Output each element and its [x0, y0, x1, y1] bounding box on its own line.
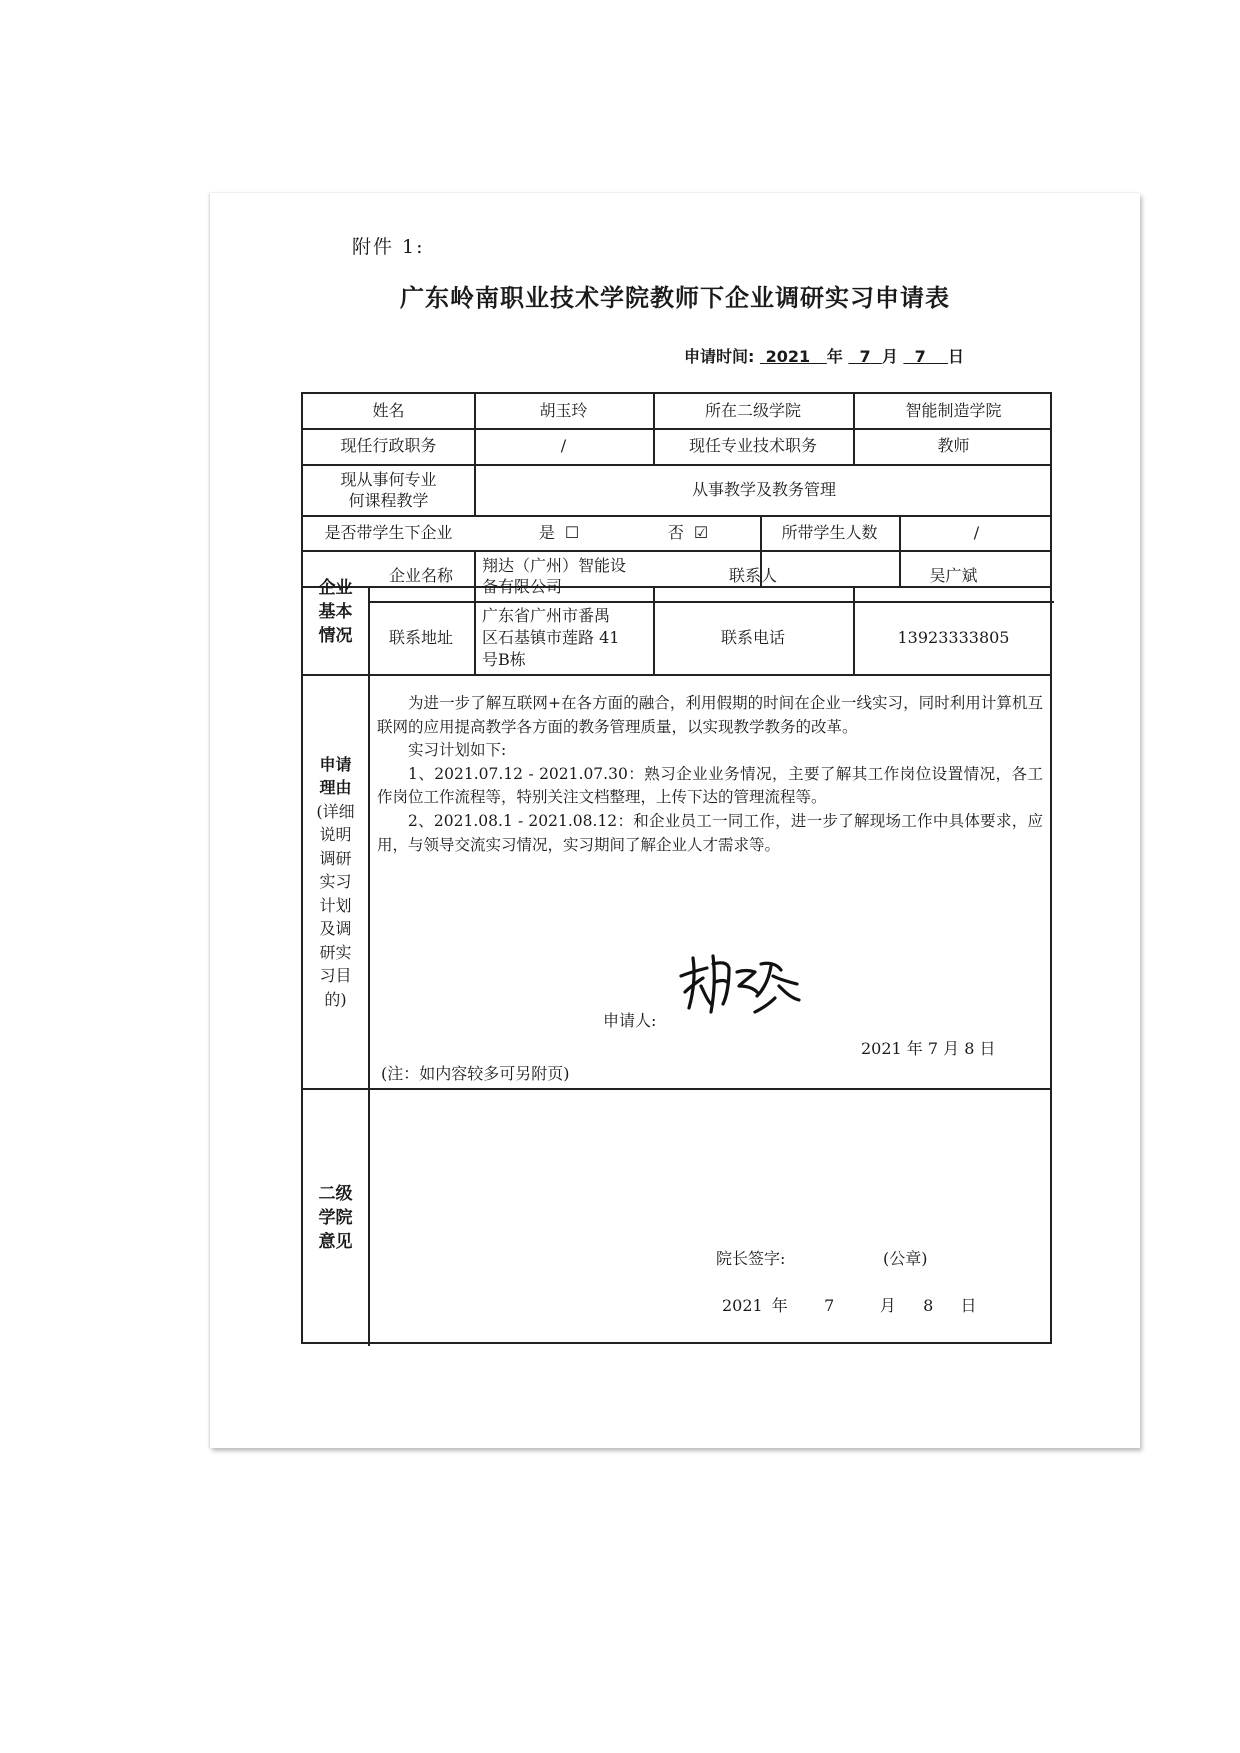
- reason-label-note: 及调: [319, 919, 352, 939]
- plan-item-2: 2、2021.08.1 - 2021.08.12：和企业员工一同工作，进一步了解现场工作中具体要求，应用，与领导交流实习情况，实习期间了解企业人才需求等。: [377, 811, 1043, 854]
- yes-label: 是: [538, 522, 555, 542]
- opinion-date-month: 7: [824, 1296, 835, 1315]
- phone-label: 联系电话: [720, 627, 785, 647]
- application-date-month: 7: [859, 347, 871, 366]
- reason-label-note: 习目: [319, 966, 352, 986]
- section-label-line: 二级: [318, 1184, 353, 1204]
- application-date: [684, 344, 964, 367]
- attachment-note: (注：如内容较多可另附页): [381, 1064, 570, 1083]
- address-label: 联系地址: [388, 627, 453, 647]
- section-label-line: 基本: [318, 602, 353, 622]
- section-label-line: 企业: [318, 578, 353, 598]
- enterprise-name-value: [474, 550, 653, 601]
- month-unit: 月: [881, 347, 898, 366]
- phone-value: 13923333805: [897, 627, 1010, 647]
- teaching-label-line: 何课程教学: [348, 490, 429, 510]
- application-date-label: 申请时间:: [684, 347, 755, 366]
- application-sign-date: 2021 年 7 月 8 日: [861, 1039, 996, 1058]
- opinion-date-month-unit: 月: [879, 1296, 896, 1315]
- plan-item-1: 1、2021.07.12 - 2021.07.30：熟习企业业务情况，主要了解其工作岗位设置情况，各工作岗位工作流程等，特别关注文档整理，上传下达的管理流程等。: [377, 764, 1043, 807]
- teaching-label: [303, 464, 474, 515]
- teaching-value: 从事教学及教务管理: [691, 479, 836, 499]
- college-value: 智能制造学院: [905, 401, 1002, 420]
- bring-students-no: [623, 515, 753, 550]
- section-label-line: 学院: [318, 1208, 353, 1228]
- address-line: 广东省广州市番禺: [482, 605, 611, 625]
- opinion-date-day-unit: 日: [960, 1296, 977, 1315]
- tech-position-value: 教师: [937, 436, 970, 455]
- teaching-label-line: 现从事何专业: [340, 469, 437, 489]
- college-label: 所在二级学院: [704, 401, 801, 420]
- reason-body: [377, 692, 1043, 857]
- no-checkbox-checked: ☑: [693, 522, 709, 542]
- application-date-year: 2021: [765, 347, 811, 366]
- day-unit: 日: [947, 347, 964, 366]
- year-unit: 年: [826, 347, 843, 366]
- attachment-label: 附件 1:: [352, 236, 425, 258]
- application-date-day: 7: [914, 347, 926, 366]
- applicant-signature-image: [677, 942, 807, 1022]
- reason-label-note: 研实: [319, 942, 352, 962]
- address-line: 区石基镇市莲路 41: [482, 627, 620, 647]
- opinion-date-year: 2021 年: [722, 1296, 788, 1315]
- bring-students-label: 是否带学生下企业: [324, 522, 453, 542]
- plan-title: 实习计划如下:: [408, 741, 507, 760]
- admin-position-value: /: [560, 436, 567, 455]
- name-value: 胡玉玲: [539, 401, 588, 420]
- no-label: 否: [667, 522, 684, 542]
- bring-students-yes: [474, 515, 644, 550]
- application-form-table: [301, 392, 1052, 1344]
- address-value: [474, 601, 653, 674]
- contact-person-value: 吴广斌: [929, 565, 978, 585]
- enterprise-name-line: 翔达（广州）智能设: [482, 555, 627, 575]
- enterprise-section-label: [303, 550, 368, 674]
- name-label: 姓名: [372, 401, 405, 420]
- reason-label-bold: 申请: [319, 754, 352, 774]
- student-count-value: /: [973, 522, 980, 542]
- section-label-line: 意见: [318, 1232, 353, 1252]
- reason-label-bold: 理由: [319, 778, 352, 798]
- college-opinion-section-label: [303, 1090, 368, 1346]
- reason-label-note: 说明: [319, 825, 352, 845]
- reason-label-note: 的): [324, 989, 347, 1009]
- reason-label-note: 实习: [319, 872, 352, 892]
- dean-signature-label: 院长签字:: [716, 1249, 786, 1268]
- opinion-date-day: 8: [923, 1296, 934, 1315]
- contact-person-label: 联系人: [728, 565, 777, 585]
- reason-label-note: 调研: [319, 848, 352, 868]
- student-count-label: 所带学生人数: [781, 522, 878, 542]
- enterprise-name-line: 备有限公司: [482, 576, 563, 596]
- reason-section-label: [303, 676, 368, 1088]
- applicant-label: 申请人:: [603, 1011, 657, 1030]
- reason-paragraph: 为进一步了解互联网+在各方面的融合，利用假期的时间在企业一线实习，同时利用计算机互联网的应用提高教学各方面的教务管理质量，以实现教学教务的改革。: [377, 694, 1043, 736]
- official-seal-label: (公章): [883, 1249, 928, 1268]
- section-label-line: 情况: [318, 626, 353, 646]
- college-opinion-date: [722, 1293, 977, 1316]
- reason-label-note: 计划: [319, 895, 352, 915]
- yes-checkbox: ☐: [564, 522, 580, 542]
- reason-label-note: (详细: [316, 801, 355, 821]
- enterprise-name-label: 企业名称: [388, 565, 453, 585]
- form-title: 广东岭南职业技术学院教师下企业调研实习申请表: [400, 284, 950, 312]
- tech-position-label: 现任专业技术职务: [688, 436, 817, 455]
- address-line: 号B栋: [482, 649, 526, 669]
- admin-position-label: 现任行政职务: [340, 436, 437, 455]
